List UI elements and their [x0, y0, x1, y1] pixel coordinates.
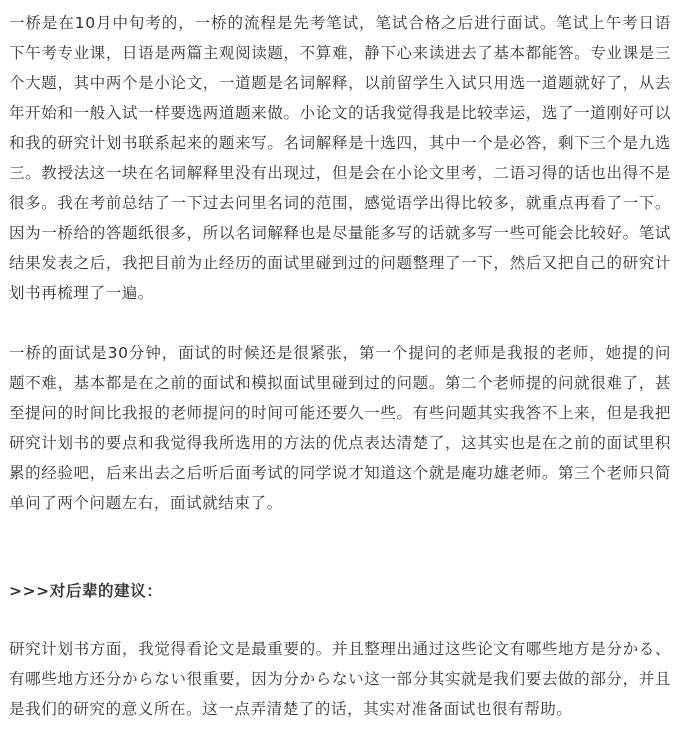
section-spacer	[9, 518, 671, 576]
paragraph-spacer	[9, 606, 671, 634]
section-heading-advice: >>>对后辈的建议：	[9, 582, 163, 600]
paragraph-interview: 一桥的面试是30分钟，面试的时候还是很紧张，第一个提问的老师是我报的老师，她提的问题不难，基本都是在之前的面试和模拟面试里碰到过的问题。第二个老师提的问就很难了，甚至提问的时间比我报的老师提问的时间可能还要久一些。有些问题其实我答不上来，但是我把研究计划书的要点和我觉得我所选用的方法的优点表达清楚了，这其实也是在之前的面试里积累的经验吧，后来出去之后听后面考试的同学说才知道这个就是庵功雄老师。第三个老师只简单问了两个问题左右，面试就结束了。	[9, 344, 671, 512]
paragraph-research-plan: 研究计划书方面，我觉得看论文是最重要的。并且整理出通过这些论文有哪些地方是分かる、有哪些地方还分からない很重要，因为分からない这一部分其实就是我们要去做的部分，并且是我们的研究的意义所在。这一点弄清楚了的话，其实对准备面试也很有帮助。	[9, 640, 671, 718]
paragraph-written-exam: 一桥是在10月中旬考的，一桥的流程是先考笔试，笔试合格之后进行面试。笔试上午考日语下午考专业课，日语是两篇主观阅读题，不算难，静下心来读进去了基本都能答。专业课是三个大题，其中两个是小论文，一道题是名词解释，以前留学生入试只用选一道题就好了，从去年开始和一般入试一样要选两道题来做。小论文的话我觉得我是比较幸运，选了一道刚好可以和我的研究计划书联系起来的题来写。名词解释是十选四，其中一个是必答，剩下三个是九选三。教授法这一块在名词解释里没有出现过，但是会在小论文里考，二语习得的话也出得不是很多。我在考前总结了一下过去问里名词的范围，感觉语学出得比较多，就重点再看了一下。因为一桥给的答题纸很多，所以名词解释也是尽量能多写的话就多写一些可能会比较好。笔试结果发表之后，我把目前为止经历的面试里碰到过的问题整理了一下，然后又把自己的研究计划书再梳理了一遍。	[9, 14, 671, 302]
paragraph-spacer	[9, 308, 671, 338]
